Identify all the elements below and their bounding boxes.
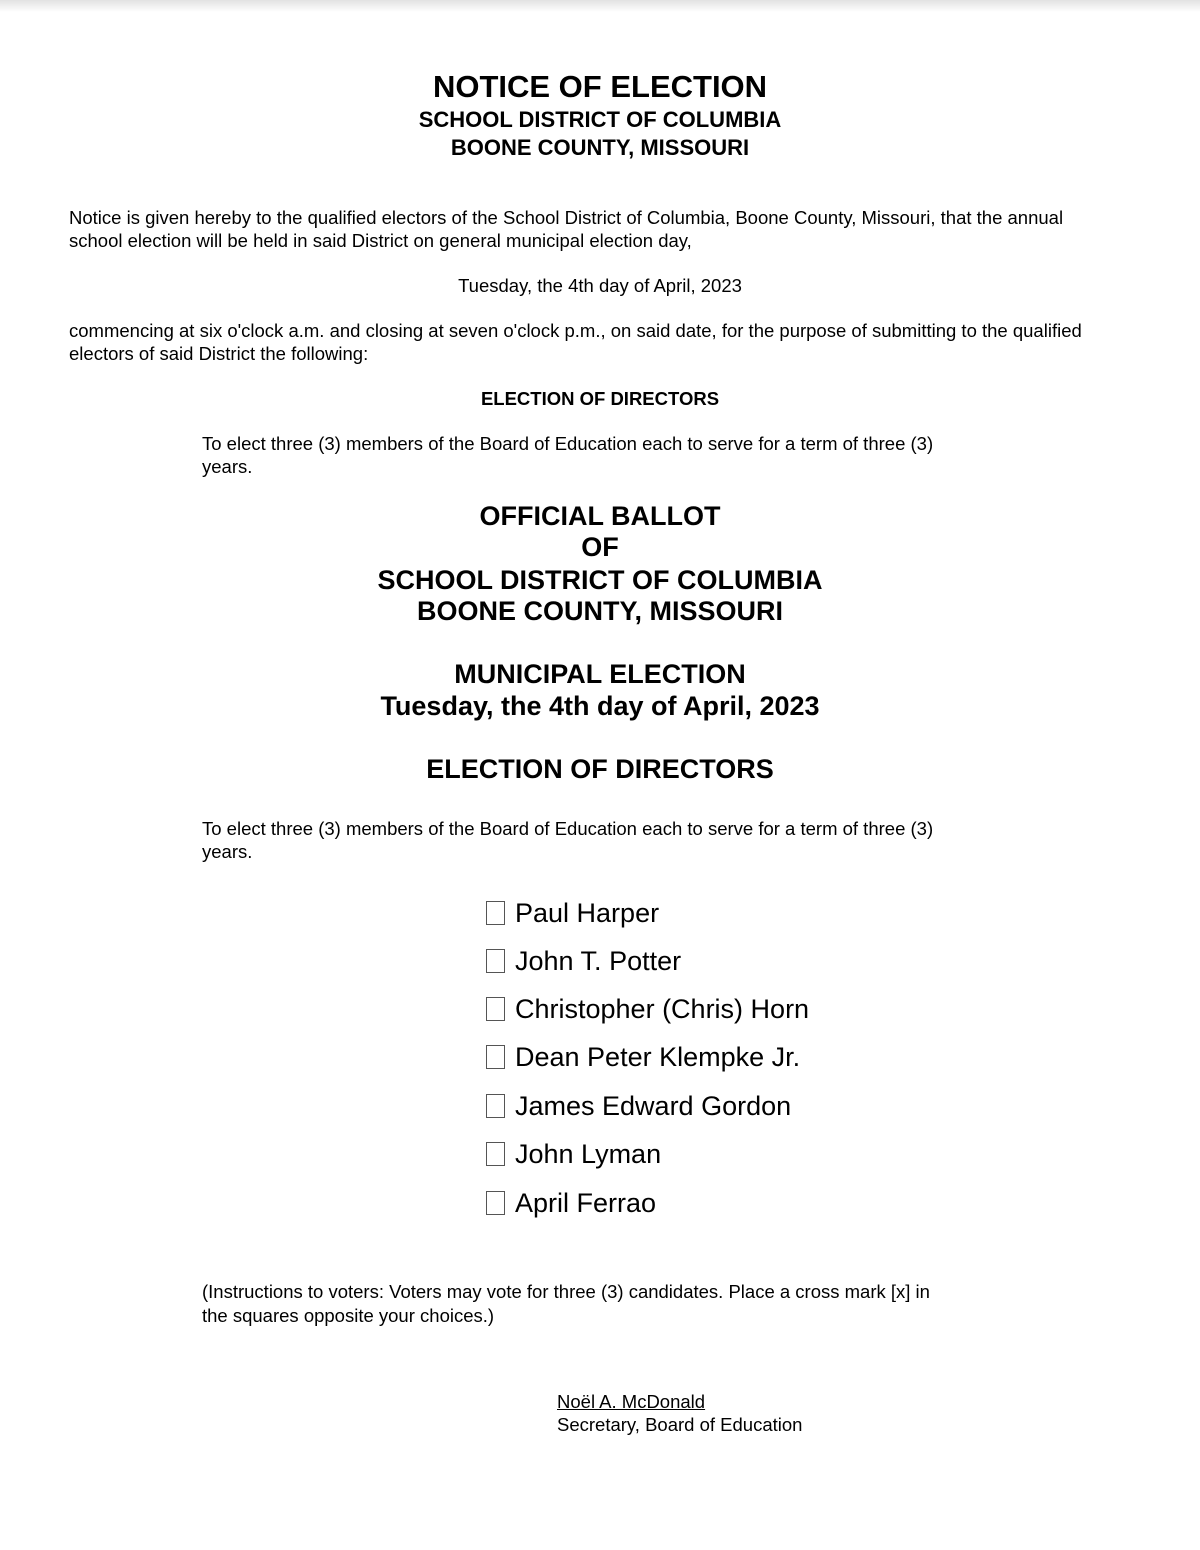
candidate-option[interactable] <box>486 1091 791 1121</box>
ballot-title: OFFICIAL BALLOT <box>479 501 721 531</box>
checkbox[interactable] <box>486 949 505 973</box>
candidate-name: Dean Peter Klempke Jr. <box>515 1041 801 1072</box>
candidate-name: John Lyman <box>515 1138 662 1169</box>
candidate-name: James Edward Gordon <box>515 1090 792 1121</box>
candidate-name: Christopher (Chris) Horn <box>515 993 810 1024</box>
signatory-name: Noël A. McDonald <box>557 1391 706 1412</box>
section-heading: ELECTION OF DIRECTORS <box>480 388 720 409</box>
ballot-date: Tuesday, the 4th day of April, 2023 <box>380 691 820 721</box>
notice-paragraph-line: school election will be held in said District on general municipal election day, <box>69 230 692 251</box>
candidate-option[interactable] <box>486 1042 800 1072</box>
election-date: Tuesday, the 4th day of April, 2023 <box>458 275 742 296</box>
candidate-name: John T. Potter <box>515 945 682 976</box>
ballot-purpose-line: To elect three (3) members of the Board of Education each to serve for a term of three (3) <box>202 818 934 839</box>
notice-paragraph-line: electors of said District the following: <box>69 343 369 364</box>
ballot-purpose-line: years. <box>202 841 253 862</box>
ballot-district: SCHOOL DISTRICT OF COLUMBIA <box>377 565 823 595</box>
checkbox[interactable] <box>486 1191 505 1215</box>
notice-paragraph-line: Notice is given hereby to the qualified electors of the School District of Columbia, Boone County, Missouri, that the annual <box>69 207 1064 228</box>
purpose-line: years. <box>202 456 253 477</box>
candidate-name: Paul Harper <box>515 897 660 928</box>
checkbox[interactable] <box>486 1045 505 1069</box>
ballot-county: BOONE COUNTY, MISSOURI <box>416 596 784 626</box>
checkbox[interactable] <box>486 1142 505 1166</box>
purpose-line: To elect three (3) members of the Board of Education each to serve for a term of three (3) <box>202 433 934 454</box>
election-type: MUNICIPAL ELECTION <box>454 659 746 689</box>
candidate-option[interactable] <box>486 946 681 976</box>
candidate-option[interactable] <box>486 1188 656 1218</box>
ballot-title: OF <box>581 532 619 562</box>
checkbox[interactable] <box>486 1094 505 1118</box>
instructions-line: (Instructions to voters: Voters may vote for three (3) candidates. Place a cross mark [x] in <box>202 1281 930 1302</box>
candidate-option[interactable] <box>486 1139 661 1169</box>
candidate-option[interactable] <box>486 994 809 1024</box>
notice-title: NOTICE OF ELECTION <box>432 69 768 104</box>
checkbox[interactable] <box>486 997 505 1021</box>
checkbox[interactable] <box>486 901 505 925</box>
instructions-line: the squares opposite your choices.) <box>202 1305 495 1326</box>
county-name: BOONE COUNTY, MISSOURI <box>450 135 750 160</box>
ballot-section-heading: ELECTION OF DIRECTORS <box>426 754 774 784</box>
candidate-option[interactable] <box>486 898 659 928</box>
notice-paragraph-line: commencing at six o'clock a.m. and closing at seven o'clock p.m., on said date, for the purpose of submitting to the qualified <box>69 320 1082 341</box>
candidate-name: April Ferrao <box>515 1187 657 1218</box>
page-top-shadow <box>0 0 1200 12</box>
signatory-title: Secretary, Board of Education <box>557 1414 803 1435</box>
district-name: SCHOOL DISTRICT OF COLUMBIA <box>418 107 782 132</box>
